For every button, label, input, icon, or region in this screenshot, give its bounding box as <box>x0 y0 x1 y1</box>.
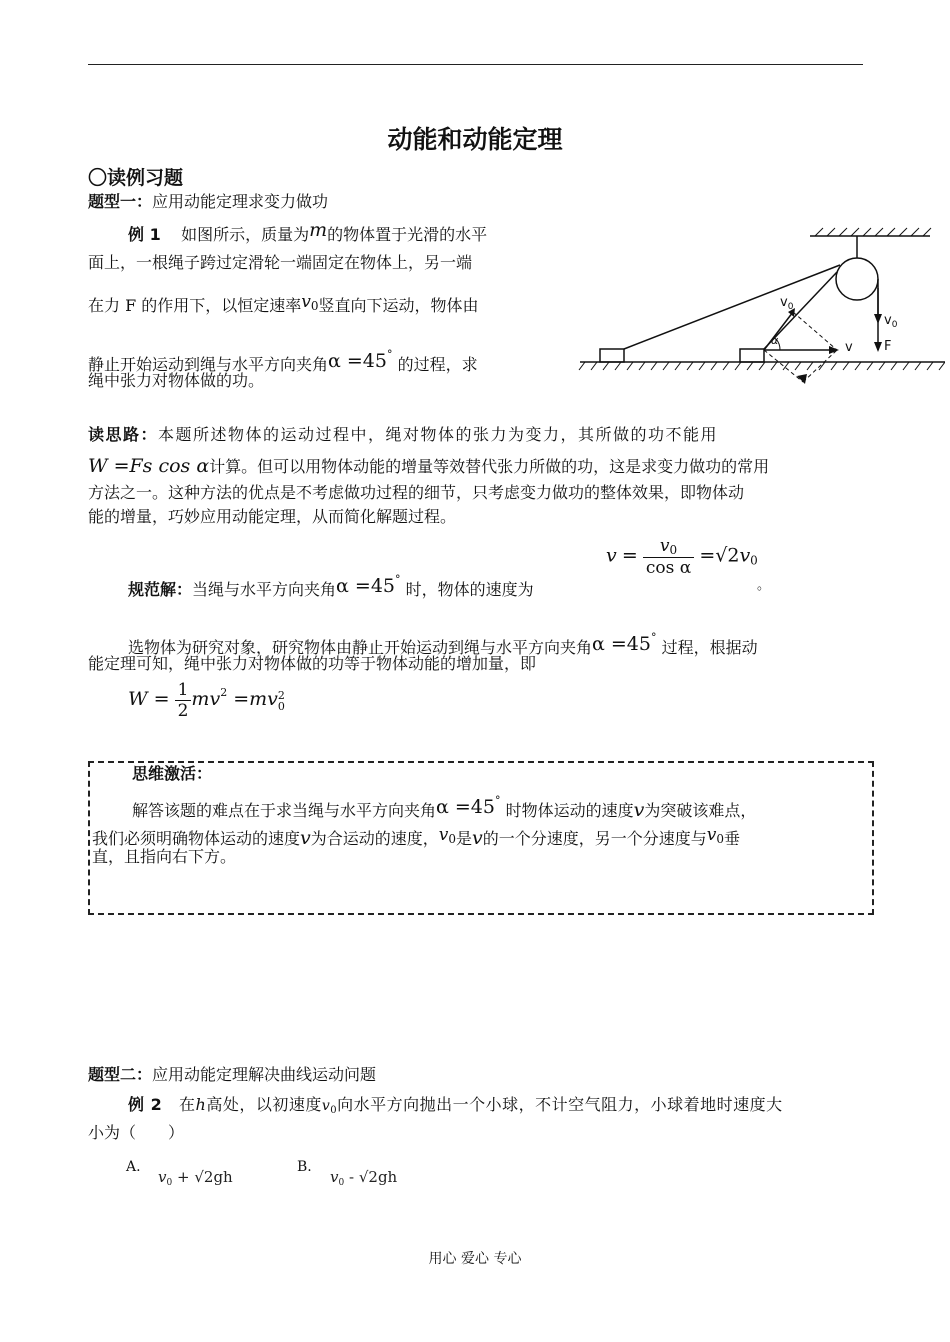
math-v0-sub: 0 <box>310 299 319 313</box>
ex2-text-1b: 高处，以初速度 <box>206 1095 322 1114</box>
formula-sqrt2: √2 <box>715 544 740 567</box>
work-mv0: =mv <box>227 688 278 710</box>
ceiling-hatch <box>815 228 931 236</box>
think-line-4: 能的增量，巧妙应用动能定理，从而简化解题过程。 <box>88 507 457 526</box>
work-W: W = <box>128 688 170 710</box>
ex2-label: 例 2 <box>128 1095 163 1114</box>
act-label: 思维激活： <box>132 764 213 783</box>
sol-label: 规范解： <box>128 580 193 599</box>
opt-a-sub: 0 <box>166 1178 173 1188</box>
work-sq: 2 <box>220 686 228 699</box>
ex1-line-2: 面上，一根绳子跨过定滑轮一端固定在物体上，另一端 <box>88 253 473 272</box>
math-deg-2: ° <box>395 573 401 586</box>
ex2-h: h <box>195 1095 207 1114</box>
type2-heading <box>88 1063 376 1087</box>
ex2-text-1c: 向水平方向抛出一个小球，不计空气阻力，小球着地时速度大 <box>337 1095 783 1114</box>
opt-b-sub: 0 <box>338 1178 345 1188</box>
think-text-2: 计算。但可以用物体动能的增量等效替代张力所做的功，这是求变力做功的常用 <box>209 457 770 476</box>
sol-text-2a: 选物体为研究对象，研究物体由静止开始运动到绳与水平方向夹角 <box>128 638 593 657</box>
opt-b-sqrt: - √2gh <box>349 1168 398 1186</box>
work-sq-2: 2 <box>277 688 285 702</box>
type1-label: 题型一： <box>88 192 153 211</box>
type2-text: 应用动能定理解决曲线运动问题 <box>152 1065 377 1084</box>
think-line-2 <box>88 454 769 479</box>
option-b-expr <box>330 1168 397 1188</box>
work-sub-0: 0 <box>277 699 285 713</box>
sol-text-2b: 过程，根据动 <box>661 638 758 657</box>
header-rule <box>88 64 863 65</box>
work-mv: mv <box>191 688 221 710</box>
ex1-line-3 <box>88 290 479 318</box>
v0-component-arrow <box>764 312 793 350</box>
math-v0-base: v <box>301 292 311 312</box>
formula-fraction <box>643 536 694 578</box>
think-line-3: 方法之一。这种方法的优点是不考虑做功过程的细节，只考虑变力做功的整体效果，即物体动 <box>88 483 745 502</box>
ex2-line-2: 小为（ ） <box>88 1123 185 1142</box>
perp-arrowhead <box>797 374 807 384</box>
act-text-1b: 时物体运动的速度 <box>505 801 634 820</box>
math-alpha-eq-2: α =45 <box>336 575 395 597</box>
page-title: 动能和动能定理 <box>387 125 563 154</box>
act-v0-base-2: v <box>706 825 717 845</box>
option-b-label: B. <box>297 1159 312 1175</box>
label-v0-rope: $v_0$ <box>780 295 794 312</box>
ex2-v0-sub: 0 <box>330 1105 338 1116</box>
act-line-1 <box>132 789 756 823</box>
pulley-figure <box>575 222 945 392</box>
opt-a-v: v <box>158 1168 167 1186</box>
option-a-label: A. <box>126 1159 141 1175</box>
act-text-2b: 为合运动的速度， <box>310 829 439 848</box>
sol-text-1a: 当绳与水平方向夹角 <box>192 580 337 599</box>
act-v-1: v <box>633 799 645 821</box>
page-footer: 用心 爱心 专心 <box>428 1251 522 1267</box>
frac-num-v: v <box>659 536 670 556</box>
pulley-wheel <box>836 258 878 300</box>
ex1-text-4a: 静止开始运动到绳与水平方向夹角 <box>88 355 329 374</box>
act-v0-sub-2: 0 <box>716 832 725 846</box>
label-F: F <box>884 339 892 354</box>
ex1-text-4b: 的过程，求 <box>397 355 478 374</box>
act-line-3: 直，且指向右下方。 <box>92 847 237 866</box>
act-text-2c: 是 <box>456 829 473 848</box>
label-v: v <box>845 340 853 355</box>
block-start <box>600 349 624 362</box>
dashed-closing <box>803 350 837 382</box>
act-text-2a: 我们必须明确物体运动的速度 <box>92 829 301 848</box>
math-deg-4: ° <box>494 794 501 807</box>
act-v-2: v <box>300 827 311 849</box>
ex1-line-1 <box>128 218 487 247</box>
ex2-line-1 <box>128 1093 783 1123</box>
ex1-label: 例 1 <box>128 225 161 244</box>
frac-num-sub: 0 <box>669 543 678 557</box>
math-alpha-eq-4: α =45 <box>436 796 495 818</box>
math-m: m <box>309 219 328 241</box>
math-deg: ° <box>386 348 393 361</box>
formula-v0-sub: 0 <box>750 553 758 568</box>
half-num: 1 <box>175 680 192 701</box>
think-label: 读思路： <box>88 425 159 444</box>
f-arrowhead <box>874 342 882 352</box>
ex2-v0: v <box>321 1098 331 1114</box>
math-alpha-eq: α =45 <box>328 350 387 372</box>
frac-den: cos α <box>645 558 692 578</box>
rope-start <box>624 265 840 349</box>
sol-line-1 <box>128 568 534 602</box>
act-v-3: v <box>472 827 483 849</box>
ex1-line-5: 绳中张力对物体做的功。 <box>88 371 265 390</box>
opt-a-sqrt: + √2gh <box>177 1168 233 1186</box>
act-text-1c: 为突破该难点， <box>644 801 757 820</box>
dashed-parallel <box>793 312 837 350</box>
option-a-expr <box>158 1168 233 1188</box>
formula-v0: v <box>739 544 751 567</box>
ground-hatch <box>579 362 945 370</box>
think-text-1: 本题所述物体的运动过程中，绳对物体的张力为变力，其所做的功不能用 <box>158 425 719 444</box>
type1-text: 应用动能定理求变力做功 <box>152 192 329 211</box>
act-text-2e: 垂 <box>724 829 741 848</box>
act-text-1a: 解答该题的难点在于求当绳与水平方向夹角 <box>132 801 437 820</box>
work-formula <box>128 680 285 721</box>
think-line-1 <box>88 423 718 447</box>
ex1-text-3a: 在力 F 的作用下，以恒定速率 <box>88 296 302 315</box>
half-den: 2 <box>177 701 189 721</box>
work-half <box>175 680 192 721</box>
v0-arrowhead-right <box>874 314 882 324</box>
sol-text-1b: 时，物体的速度为 <box>405 580 534 599</box>
section-heading: 〇读例习题 <box>88 167 184 189</box>
ex2-text-1a: 在 <box>178 1095 196 1114</box>
act-v0-base: v <box>438 825 449 845</box>
label-v0-right: $v_0$ <box>884 313 898 330</box>
ex1-text-1a: 如图所示，质量为 <box>181 225 310 244</box>
math-W-formula: W =Fs cos α <box>88 455 210 477</box>
type2-label: 题型二： <box>88 1065 153 1084</box>
dashed-perpendicular <box>764 350 803 382</box>
type1-heading <box>88 190 328 214</box>
opt-b-v: v <box>330 1168 339 1186</box>
sol-line-3: 能定理可知，绳中张力对物体做的功等于物体动能的增加量，即 <box>88 654 537 673</box>
block-current <box>740 349 764 362</box>
sol-period: 。 <box>757 578 771 593</box>
math-deg-3: ° <box>650 631 657 644</box>
act-text-2d: 的一个分速度，另一个分速度与 <box>482 829 707 848</box>
ex1-text-3b: 竖直向下运动，物体由 <box>318 296 479 315</box>
act-v0-sub: 0 <box>448 832 457 846</box>
math-alpha-eq-3: α =45 <box>592 633 651 655</box>
velocity-formula: v = $\frac{v_0}{\text{cos α}}$ $=√2v_0$ <box>606 536 758 578</box>
ex1-text-1b: 的物体置于光滑的水平 <box>327 225 488 244</box>
label-alpha: α <box>771 334 779 347</box>
formula-v: v <box>606 544 617 567</box>
